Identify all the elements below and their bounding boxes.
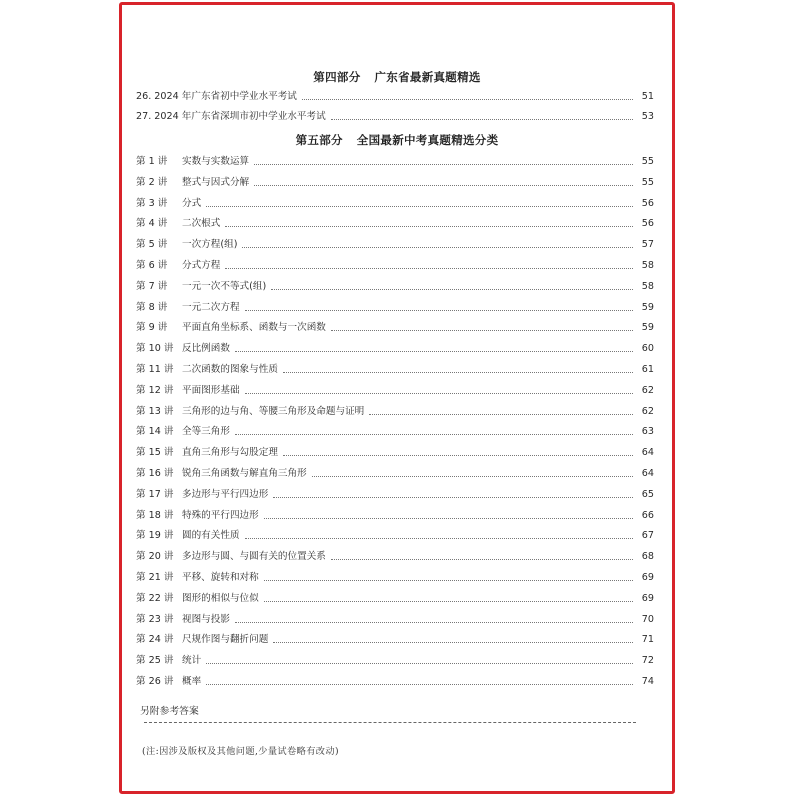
- lecture-entry[interactable]: [136, 630, 654, 646]
- lecture-title: 直角三角形与勾股定理: [182, 447, 278, 459]
- lecture-title: 全等三角形: [182, 426, 230, 438]
- lecture-page: 55: [641, 176, 654, 188]
- lecture-page: 58: [641, 280, 654, 292]
- lecture-page: 68: [641, 551, 654, 563]
- dot-leader: [254, 164, 633, 165]
- lecture-number: 第 17 讲: [136, 488, 174, 500]
- lecture-entry[interactable]: [136, 277, 654, 293]
- lecture-number: 第 11 讲: [136, 364, 174, 375]
- lecture-title: 二次根式: [182, 218, 221, 230]
- lecture-page: 60: [641, 343, 654, 355]
- lecture-number: 第 4 讲: [136, 218, 168, 230]
- dot-leader: [331, 330, 633, 331]
- lecture-number: 第 25 讲: [136, 655, 174, 667]
- dot-leader: [271, 289, 633, 290]
- lecture-page: 65: [641, 488, 654, 500]
- dot-leader: [242, 247, 633, 248]
- lecture-page: 57: [641, 239, 654, 251]
- dot-leader: [206, 684, 633, 685]
- lecture-title: 实数与实数运算: [182, 156, 250, 167]
- dot-leader: [273, 497, 633, 498]
- lecture-number: 第 3 讲: [136, 197, 168, 209]
- lecture-number: 第 19 讲: [136, 530, 174, 542]
- lecture-number: 第 8 讲: [136, 301, 168, 313]
- lecture-number: 第 13 讲: [136, 405, 174, 417]
- lecture-page: 69: [641, 572, 654, 583]
- lecture-page: 62: [641, 384, 654, 396]
- dot-leader: [264, 601, 633, 602]
- lecture-page: 69: [641, 592, 654, 604]
- reference-answers-label[interactable]: 另附参考答案: [140, 706, 199, 717]
- lecture-entry[interactable]: [136, 402, 654, 418]
- lecture-entry[interactable]: [136, 422, 654, 438]
- lecture-number: 第 7 讲: [136, 280, 168, 292]
- lecture-title: 特殊的平行四边形: [182, 509, 259, 521]
- lecture-entry[interactable]: [136, 318, 654, 334]
- dot-leader: [206, 206, 633, 207]
- dot-leader: [331, 119, 633, 120]
- lecture-entry[interactable]: [136, 506, 654, 522]
- dot-leader: [369, 414, 633, 415]
- lecture-title: 二次函数的图象与性质: [182, 364, 278, 375]
- lecture-number: 第 5 讲: [136, 239, 168, 251]
- lecture-number: 第 26 讲: [136, 676, 174, 687]
- lecture-number: 第 15 讲: [136, 447, 174, 459]
- dot-leader: [245, 393, 633, 394]
- lecture-entry[interactable]: [136, 672, 654, 688]
- copyright-footnote: (注:因涉及版权及其他问题,少量试卷略有改动): [142, 746, 339, 757]
- dot-leader: [245, 310, 633, 311]
- lecture-entry[interactable]: [136, 235, 654, 251]
- lecture-title: 视图与投影: [182, 613, 230, 625]
- lecture-page: 59: [641, 301, 654, 313]
- toc-entry[interactable]: [136, 87, 654, 103]
- lecture-entry[interactable]: [136, 610, 654, 626]
- dot-leader: [225, 268, 633, 269]
- lecture-entry[interactable]: [136, 339, 654, 355]
- section-4-part: 第四部分: [313, 70, 361, 84]
- lecture-number: 第 9 讲: [136, 322, 168, 334]
- lecture-page: 71: [641, 634, 654, 646]
- lecture-page: 59: [641, 322, 654, 334]
- dot-leader: [264, 580, 633, 581]
- lecture-title: 平面直角坐标系、函数与一次函数: [182, 322, 326, 334]
- dot-leader: [235, 351, 633, 352]
- lecture-entry[interactable]: [136, 589, 654, 605]
- lecture-title: 平移、旋转和对称: [182, 572, 259, 583]
- dot-leader: [302, 99, 633, 100]
- page-frame: [119, 2, 675, 794]
- lecture-number: 第 10 讲: [136, 343, 174, 355]
- lecture-title: 统计: [182, 655, 202, 667]
- toc-entry-title: 26. 2024 年广东省初中学业水平考试: [136, 91, 297, 102]
- dot-leader: [245, 538, 633, 539]
- lecture-number: 第 14 讲: [136, 426, 174, 438]
- section-5-heading: [122, 132, 672, 148]
- dot-leader: [225, 226, 633, 227]
- lecture-entry[interactable]: [136, 651, 654, 667]
- lecture-title: 一元二次方程: [182, 301, 240, 313]
- lecture-page: 56: [641, 218, 654, 230]
- lecture-title: 分式方程: [182, 260, 221, 271]
- lecture-number: 第 6 讲: [136, 260, 168, 271]
- dot-leader: [235, 434, 633, 435]
- section-4-title: 广东省最新真题精选: [374, 70, 481, 84]
- lecture-entry[interactable]: [136, 194, 654, 210]
- dot-leader: [312, 476, 633, 477]
- lecture-entry[interactable]: [136, 547, 654, 563]
- dot-leader: [283, 372, 633, 373]
- lecture-number: 第 22 讲: [136, 592, 174, 604]
- lecture-page: 62: [641, 405, 654, 417]
- lecture-page: 56: [641, 197, 654, 209]
- lecture-entry[interactable]: [136, 381, 654, 397]
- dot-leader: [283, 455, 633, 456]
- lecture-page: 63: [641, 426, 654, 438]
- lecture-page: 58: [641, 260, 654, 271]
- lecture-title: 多边形与平行四边形: [182, 488, 269, 500]
- lecture-page: 64: [641, 468, 654, 479]
- lecture-entry[interactable]: [136, 485, 654, 501]
- lecture-title: 尺规作图与翻折问题: [182, 634, 269, 646]
- dot-leader: [235, 622, 633, 623]
- lecture-page: 66: [641, 509, 654, 521]
- lecture-entry[interactable]: [136, 256, 654, 272]
- lecture-number: 第 20 讲: [136, 551, 174, 563]
- lecture-entry[interactable]: [136, 214, 654, 230]
- lecture-entry[interactable]: [136, 152, 654, 168]
- lecture-title: 分式: [182, 197, 202, 209]
- lecture-number: 第 24 讲: [136, 634, 174, 646]
- lecture-page: 70: [641, 613, 654, 625]
- dashed-divider: [144, 722, 636, 723]
- lecture-page: 74: [641, 676, 654, 687]
- lecture-title: 锐角三角函数与解直角三角形: [182, 468, 307, 479]
- lecture-entry[interactable]: [136, 464, 654, 480]
- lecture-title: 多边形与圆、与圆有关的位置关系: [182, 551, 326, 563]
- dot-leader: [264, 518, 633, 519]
- toc-entry-page: 51: [641, 91, 654, 102]
- lecture-title: 整式与因式分解: [182, 176, 250, 188]
- lecture-page: 55: [641, 156, 654, 167]
- lecture-number: 第 16 讲: [136, 468, 174, 479]
- lecture-title: 平面图形基础: [182, 384, 240, 396]
- lecture-title: 一元一次不等式(组): [182, 280, 267, 292]
- lecture-entry[interactable]: [136, 443, 654, 459]
- lecture-title: 概率: [182, 676, 202, 687]
- lecture-number: 第 1 讲: [136, 156, 168, 167]
- lecture-entry[interactable]: [136, 360, 654, 376]
- toc-entry-page: 53: [641, 111, 654, 122]
- lecture-number: 第 23 讲: [136, 613, 174, 625]
- lecture-page: 64: [641, 447, 654, 459]
- section-5-title: 全国最新中考真题精选分类: [356, 133, 499, 147]
- dot-leader: [331, 559, 633, 560]
- lecture-title: 三角形的边与角、等腰三角形及命题与证明: [182, 405, 365, 417]
- lecture-entry[interactable]: [136, 568, 654, 584]
- lecture-page: 61: [641, 364, 654, 375]
- dot-leader: [273, 642, 633, 643]
- toc-entry-title: 27. 2024 年广东省深圳市初中学业水平考试: [136, 111, 326, 122]
- section-5-part: 第五部分: [295, 133, 343, 147]
- dot-leader: [254, 185, 633, 186]
- dot-leader: [206, 663, 633, 664]
- lecture-title: 反比例函数: [182, 343, 230, 355]
- lecture-number: 第 18 讲: [136, 509, 174, 521]
- lecture-entry[interactable]: [136, 298, 654, 314]
- lecture-entry[interactable]: [136, 526, 654, 542]
- lecture-title: 圆的有关性质: [182, 530, 240, 542]
- lecture-page: 72: [641, 655, 654, 667]
- lecture-title: 一次方程(组): [182, 239, 238, 251]
- lecture-number: 第 21 讲: [136, 572, 174, 583]
- lecture-page: 67: [641, 530, 654, 542]
- lecture-number: 第 2 讲: [136, 176, 168, 188]
- lecture-number: 第 12 讲: [136, 384, 174, 396]
- toc-entry[interactable]: [136, 107, 654, 123]
- lecture-entry[interactable]: [136, 173, 654, 189]
- section-4-heading: [122, 69, 672, 85]
- lecture-title: 图形的相似与位似: [182, 592, 259, 604]
